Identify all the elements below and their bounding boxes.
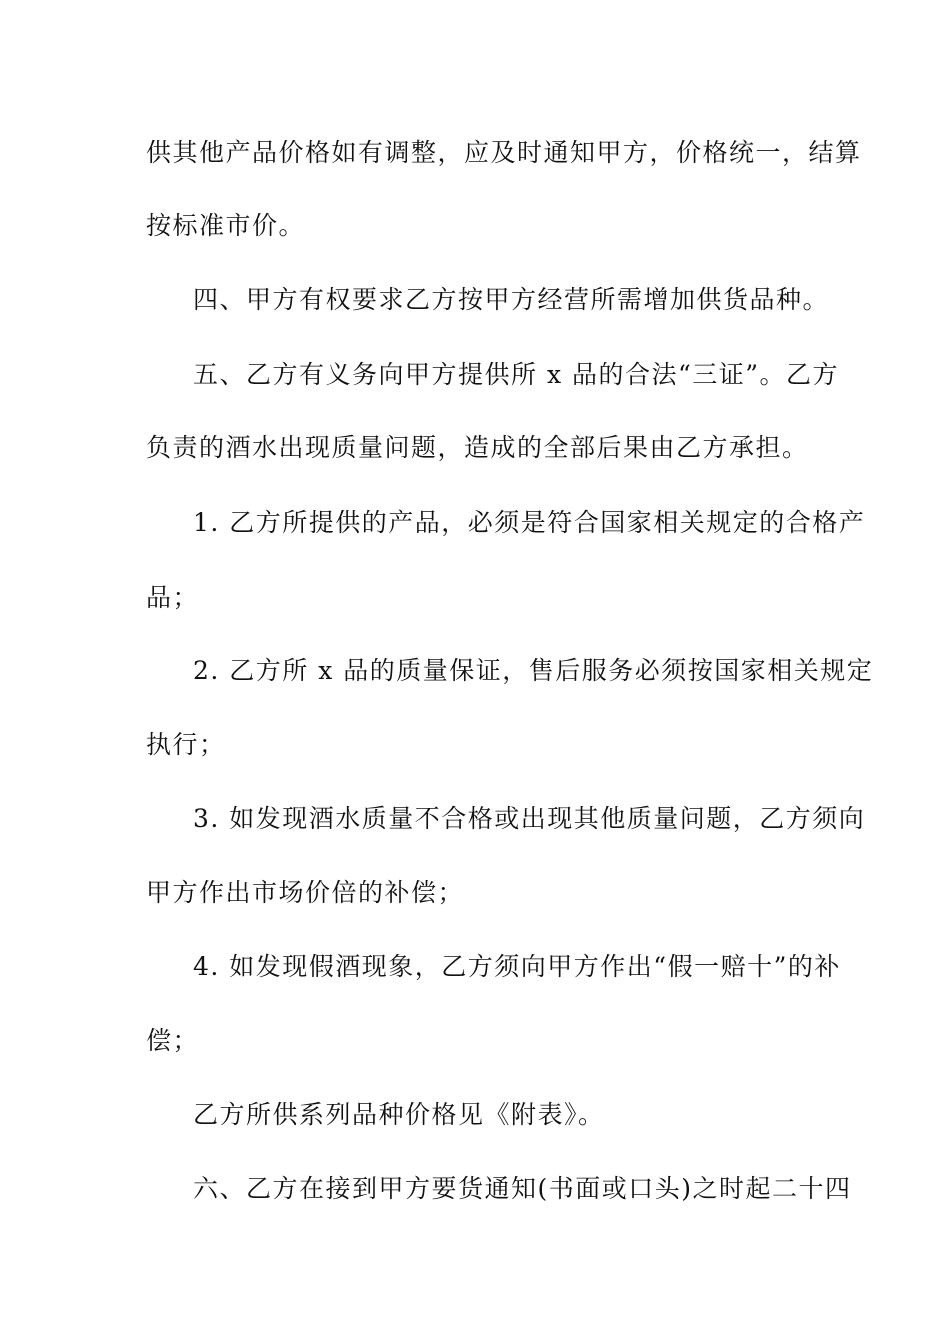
text-line: 品； [146, 583, 200, 612]
text-line: 乙方所供系列品种价格见《附表》。 [193, 1100, 605, 1129]
text-line: 甲方作出市场价倍的补偿； [146, 878, 465, 907]
text-line: 按标准市价。 [146, 211, 306, 240]
text-line: 供其他产品价格如有调整，应及时通知甲方，价格统一，结算 [146, 138, 862, 167]
text-line: 4. 如发现假酒现象，乙方须向甲方作出“假一赔十”的补 [193, 952, 841, 981]
text-line: 负责的酒水出现质量问题，造成的全部后果由乙方承担。 [146, 433, 809, 462]
text-line: 六、乙方在接到甲方要货通知(书面或口头)之时起二十四 [193, 1174, 852, 1203]
text-line: 五、乙方有义务向甲方提供所 x 品的合法“三证”。乙方 [193, 360, 840, 389]
text-line: 执行； [146, 730, 226, 759]
text-line: 偿； [146, 1026, 200, 1055]
text-line: 四、甲方有权要求乙方按甲方经营所需增加供货品种。 [193, 285, 830, 314]
text-line: 1. 乙方所提供的产品，必须是符合国家相关规定的合格产 [193, 508, 866, 537]
text-line: 3. 如发现酒水质量不合格或出现其他质量问题，乙方须向 [193, 804, 866, 833]
text-line: 2. 乙方所 x 品的质量保证，售后服务必须按国家相关规定 [193, 656, 874, 685]
